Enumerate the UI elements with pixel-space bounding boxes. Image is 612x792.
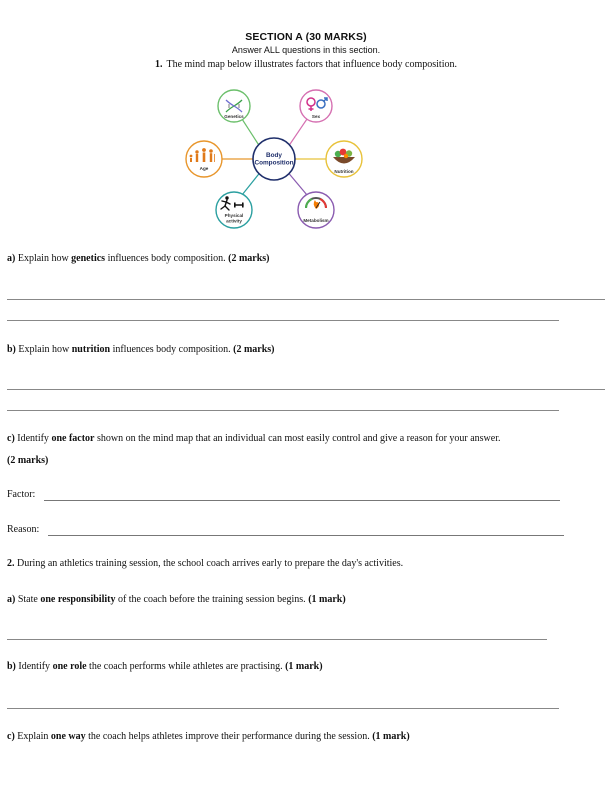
- question-1a-text-pre: Explain how: [15, 253, 72, 264]
- node-label-genetics: Genetics: [224, 114, 244, 119]
- node-label-metabolism: Metabolism: [303, 218, 329, 223]
- question-1b-marks: (2 marks): [233, 344, 275, 355]
- section-title: SECTION A (30 MARKS): [245, 31, 367, 43]
- node-genetics: [218, 90, 250, 122]
- mind-map-diagram: [176, 82, 371, 232]
- question-2c-keyword: one way: [50, 731, 86, 742]
- node-metabolism: [298, 192, 334, 228]
- question-1a-label: a): [7, 253, 16, 264]
- question-1b-text-post: influences body composition.: [110, 344, 234, 355]
- center-label-line-1: Body: [266, 152, 282, 159]
- answer-line-1a-2[interactable]: [7, 320, 559, 321]
- node-label-sex: Sex: [311, 114, 321, 119]
- question-2c-text-pre: Explain: [14, 731, 51, 742]
- question-2c-marks: (1 mark): [372, 731, 410, 742]
- question-1c-text-pre: Identify: [14, 433, 52, 444]
- question-2b-keyword: one role: [52, 661, 87, 672]
- answer-line-1b-1[interactable]: [7, 389, 605, 390]
- answer-line-2b[interactable]: [7, 708, 559, 709]
- question-1a: [7, 253, 270, 264]
- node-label-nutrition: Nutrition: [334, 169, 354, 174]
- question-2c-text-post: the coach helps athletes improve their performance during the session.: [85, 731, 373, 742]
- answer-line-1a-1[interactable]: [7, 299, 605, 300]
- question-1b-label: b): [7, 344, 16, 355]
- question-1-prompt: [0, 59, 612, 70]
- question-1b-keyword: nutrition: [71, 344, 111, 355]
- question-1a-text-post: influences body composition.: [105, 253, 229, 264]
- question-2c: [7, 731, 410, 742]
- node-label-activity: activity: [226, 218, 242, 224]
- factor-answer-line[interactable]: [44, 500, 560, 501]
- question-1a-keyword: genetics: [71, 253, 106, 264]
- question-1b-text-pre: Explain how: [15, 344, 72, 355]
- question-2b-text-post: the coach performs while athletes are practising.: [86, 661, 286, 672]
- node-nutrition: [326, 141, 362, 177]
- question-2a-label: a): [7, 594, 16, 605]
- center-node: [253, 138, 295, 180]
- question-1-text: The mind map below illustrates factors that influence body composition.: [166, 59, 457, 70]
- question-2a: [7, 594, 346, 605]
- question-2a-keyword: one responsibility: [40, 594, 116, 605]
- question-1b: [7, 344, 275, 355]
- node-physical-activity: [216, 192, 252, 228]
- question-2a-text-post: of the coach before the training session begins.: [115, 594, 309, 605]
- question-2b-text-pre: Identify: [15, 661, 53, 672]
- question-1c-label: c): [7, 433, 15, 444]
- question-1a-marks: (2 marks): [228, 253, 270, 264]
- question-1c-marks-line: [7, 455, 48, 466]
- node-label-physical: Physical: [224, 213, 244, 218]
- section-instruction: Answer ALL questions in this section.: [231, 45, 381, 55]
- question-2b: [7, 661, 323, 672]
- question-1c-marks: (2 marks): [7, 455, 49, 466]
- question-1c: [7, 433, 501, 444]
- factor-label: Factor:: [7, 489, 36, 500]
- question-2b-label: b): [7, 661, 16, 672]
- question-1c-text-post: shown on the mind map that an individual can most easily control and give a reason for your answer.: [94, 433, 501, 444]
- question-2c-label: c): [7, 731, 15, 742]
- question-2-prompt: [7, 558, 403, 569]
- answer-line-2a[interactable]: [7, 639, 547, 640]
- reason-label: Reason:: [7, 524, 40, 535]
- question-2-text: During an athletics training session, the school coach arrives early to prepare the day's activities.: [14, 558, 404, 569]
- center-label-line-2: Composition: [254, 159, 294, 167]
- question-1-number: 1.: [155, 59, 163, 70]
- reason-answer-line[interactable]: [48, 535, 564, 536]
- node-label-age: Age: [199, 166, 209, 171]
- question-2a-marks: (1 mark): [308, 594, 346, 605]
- question-2a-text-pre: State: [15, 594, 41, 605]
- answer-line-1b-2[interactable]: [7, 410, 559, 411]
- question-1c-keyword: one factor: [51, 433, 95, 444]
- question-2-number: 2.: [7, 558, 15, 569]
- node-sex: [300, 90, 332, 122]
- question-2b-marks: (1 mark): [285, 661, 323, 672]
- node-age: [186, 141, 222, 177]
